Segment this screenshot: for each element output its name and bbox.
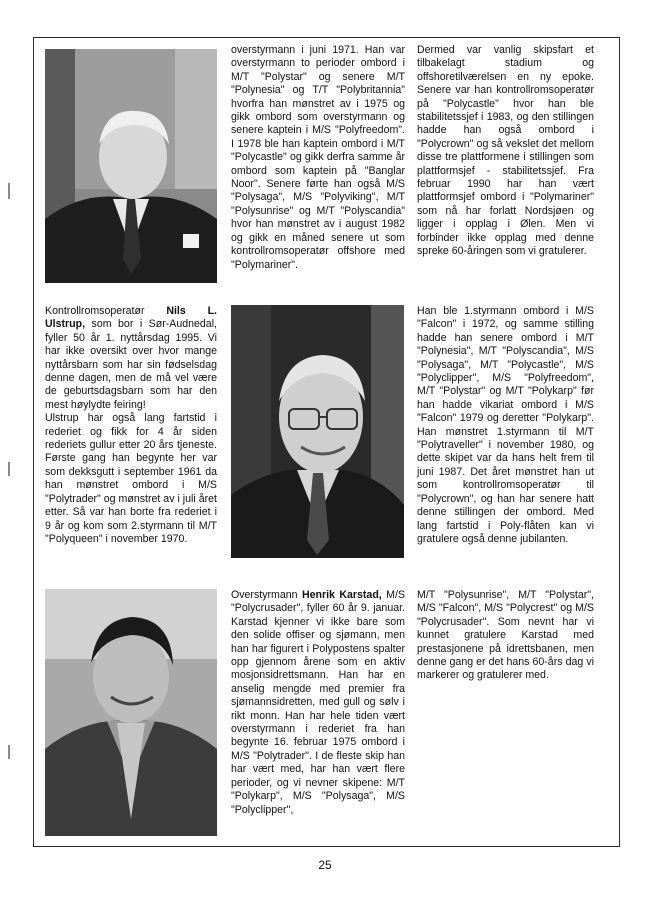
scan-mark bbox=[8, 745, 10, 759]
article-column bbox=[231, 589, 405, 817]
article-text: Overstyrmann Henrik Karstad, M/S "Polycrusader", fyller 60 år 9. januar. Karstad kjenner vi ikke bare som den solide offiser og sjømann, men han har figurert i Polypostens spalter opp gjennom årene som en aktiv mosjonsidrettsmann. Han har en anselig mengde med premier fra sjømannsidretten, med gull og sølv i rikt monn. Han har hele tiden vært overstyrmann i rederiet fra han begynte 16. februar 1975 ombord i M/S "Polytrader". I de fleste skip han har vært med, har han vært flere perioder, og vi nevner skipene: M/T "Polykarp", M/S "Polysaga", M/S "Polyclipper", bbox=[231, 589, 406, 816]
article-text: Kontrollromsoperatør Nils L. Ulstrup, som bor i Sør-Audnedal, fyller 50 år 1. nyttårsdag 1995. Vi har ikke oversikt over hvor mange nyttårsbarn som har sin fødselsdag denne dagen, men de må vel være de geburtsdagsbarn som har den mest høylydte feiring! bbox=[45, 305, 217, 411]
article-column bbox=[45, 305, 217, 546]
article-column bbox=[231, 44, 405, 272]
portrait-photo-3 bbox=[45, 589, 217, 836]
article-text: M/T "Polysunrise", M/T "Polystar", M/S "Falcon", M/S "Polycrest" og M/S "Polycrusader". Som nevnt har vi kunnet gratulere Karstad med prestasjonene på idrettsbanen, men denne gang er det hans 60-års dag vi markerer og gratulerer med. bbox=[417, 589, 594, 682]
article-text: Ulstrup har også lang fartstid i rederiet og fikk for 4 år siden rederiets gullur etter 20 års tjeneste. Første gang han begynte her var som dekksgutt i september 1961 da han mønstret ombord i M/S "Polytrader" og mønstret av i juli året etter. Så var han borte fra rederiet i 9 år og kom som 2.styrmann til M/T "Polyqueen" i november 1970. bbox=[45, 412, 217, 545]
portrait-photo-2 bbox=[231, 305, 404, 558]
article-text: Dermed var vanlig skipsfart et tilbakelagt stadium og offshoretilværelsen en ny epoke. Senere var han kontrollromsoperatør på "Polycastle" hvor han ble stabilitetssjef i 1983, og den stillingen hadde han også ombord i "Polycrown" og så vekslet det mellom disse tre plattformene i stillingen som plattformsjef - stabilitetssjef. Fra februar 1990 har han vært plattformsjef ombord i "Polymariner" som nå har forlatt Nordsjøen og ligger i opplag i Ølen. Men vi forbinder ikke opplag med denne spreke 60-åringen som vi gratulerer. bbox=[417, 44, 594, 258]
page-number: 25 bbox=[318, 858, 332, 872]
portrait-photo-1 bbox=[45, 49, 217, 283]
scan-mark bbox=[8, 183, 10, 199]
person-name: Henrik Karstad, bbox=[301, 589, 382, 601]
article-text: Han ble 1.styrmann ombord i M/S "Falcon" i 1972, og samme stilling hadde han senere ombord i M/T "Polynesia", M/T "Polyscandia", M/S "Polysaga", M/T "Polycastle", M/S "Polyclipper", M/S "Polyfreedom", M/T "Polystar" og M/T "Polykarp" før han hadde vikariat ombord i M/S "Falcon" 1979 og deretter "Polykarp". Han mønstret 1.styrmann til M/T "Polytraveller" i november 1980, og dette skipet var da hans helt frem til juni 1987. Det året mønstret han ut som kontrollromsoperatør til "Polycrown", og han har senere hatt denne stillingen der ombord. Med lang fartstid i Poly-flåten kan vi gratulere også denne jubilanten. bbox=[417, 305, 594, 545]
article-text: overstyrmann i juni 1971. Han var overstyrmann to perioder ombord i M/T "Polystar" og senere M/T "Polynesia" og T/T "Polybritannia" hvorfra han mønstret av i 1975 og gikk ombord som overstyrmann og senere kaptein i M/S "Polyfreedom". I 1978 ble han kaptein ombord i M/T "Polycastle" og gikk derfra samme år ombord som kaptein på "Banglar Noor". Senere førte han også M/S "Polysaga", M/S "Polyviking", M/T "Polysunrise" og M/T "Polyscandia" hvor han mønstret av i august 1982 og gikk en måned senere ut som kontrollromsoperatør offshore med "Polymariner". bbox=[231, 44, 405, 271]
person-name: Nils L. Ulstrup, bbox=[45, 305, 217, 331]
scan-mark bbox=[8, 462, 10, 476]
article-column bbox=[417, 589, 594, 683]
article-column bbox=[417, 44, 594, 259]
article-column bbox=[417, 305, 594, 546]
